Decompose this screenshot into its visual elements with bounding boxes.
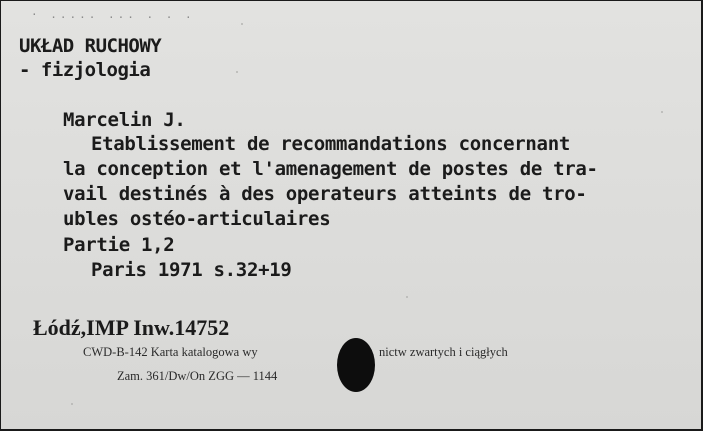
title-line-4: ubles ostéo-articulaires (63, 208, 331, 230)
punch-hole (337, 338, 375, 392)
faint-header-text: · ..... ... . . . (31, 8, 195, 21)
subcategory-heading: - fizjologia (19, 59, 151, 81)
footer-form-code-left: CWD-B-142 Karta katalogowa wy (83, 345, 258, 359)
footer-order-number: Zam. 361/Dw/On ZGG — 1144 (117, 369, 278, 383)
author-name: Marcelin J. (63, 109, 186, 131)
paper-speck (241, 23, 243, 25)
inventory-number: Łódź,IMP Inw.14752 (33, 315, 230, 340)
imprint-info: Paris 1971 s.32+19 (91, 259, 292, 281)
title-line-2: la conception et l'amenagement de postes de tra- (63, 158, 598, 180)
paper-speck (236, 71, 238, 73)
paper-speck (71, 403, 73, 405)
catalog-card (1, 1, 701, 429)
part-info: Partie 1,2 (63, 234, 175, 256)
footer-form-code-right: nictw zwartych i ciągłych (379, 345, 508, 359)
title-line-3: vail destinés à des operateurs atteints de tro- (63, 183, 587, 205)
paper-speck (406, 296, 408, 298)
title-line-1: Etablissement de recommandations concernant (91, 133, 570, 155)
paper-speck (661, 111, 663, 113)
category-heading: UKŁAD RUCHOWY (19, 35, 162, 57)
